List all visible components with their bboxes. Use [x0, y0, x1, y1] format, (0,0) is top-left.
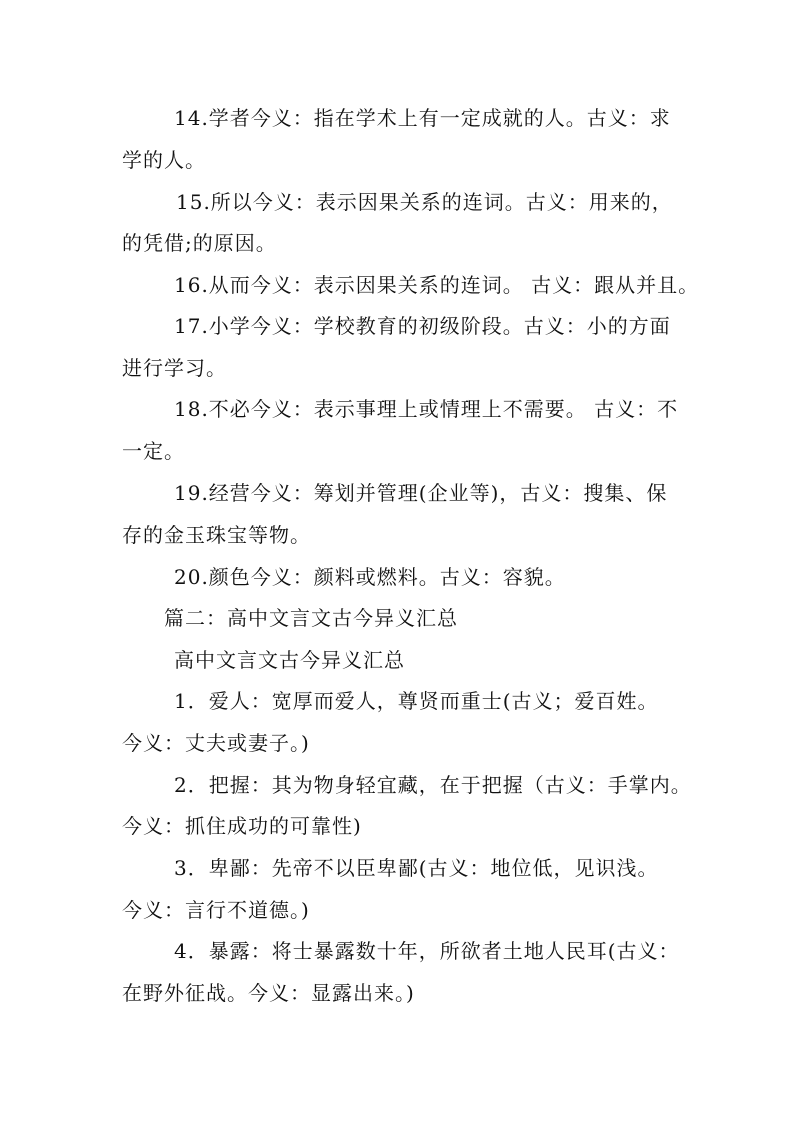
text-line: 15.所以今义：表示因果关系的连词。古义：用来的，	[176, 190, 673, 214]
text-line: 18.不必今义：表示事理上或情理上不需要。 古义：不	[174, 397, 679, 421]
text-line: 19.经营今义：筹划并管理(企业等)，古义：搜集、保	[174, 481, 668, 505]
text-line: 一定。	[122, 439, 185, 463]
text-line: 14.学者今义：指在学术上有一定成就的人。古义：求	[174, 106, 671, 130]
text-line: 今义：言行不道德。)	[122, 898, 310, 922]
text-line: 今义：丈夫或妻子。)	[122, 731, 310, 755]
section-heading: 篇二：高中文言文古今异义汇总	[164, 606, 458, 630]
text-line: 的凭借;的原因。	[122, 231, 277, 255]
text-line: 20.颜色今义：颜料或燃料。古义：容貌。	[174, 565, 566, 589]
text-line: 3．卑鄙：先帝不以臣卑鄙(古义：地位低，见识浅。	[174, 856, 659, 880]
text-line: 4．暴露：将士暴露数十年，所欲者土地人民耳(古义：	[174, 939, 680, 963]
text-line: 存的金玉珠宝等物。	[122, 523, 311, 547]
text-line: 1．爱人：宽厚而爱人，尊贤而重士(古义；爱百姓。	[174, 689, 659, 713]
text-line: 16.从而今义：表示因果关系的连词。 古义：跟从并且。	[174, 273, 700, 297]
section-title: 高中文言文古今异义汇总	[174, 648, 405, 672]
text-line: 学的人。	[122, 148, 206, 172]
text-line: 17.小学今义：学校教育的初级阶段。古义：小的方面	[174, 314, 671, 338]
text-line: 2．把握：其为物身轻宜藏，在于把握（古义：手掌内。	[174, 773, 692, 797]
text-line: 进行学习。	[122, 356, 227, 380]
text-line: 在野外征战。今义：显露出来。)	[122, 981, 415, 1005]
text-line: 今义：抓住成功的可靠性)	[122, 814, 362, 838]
